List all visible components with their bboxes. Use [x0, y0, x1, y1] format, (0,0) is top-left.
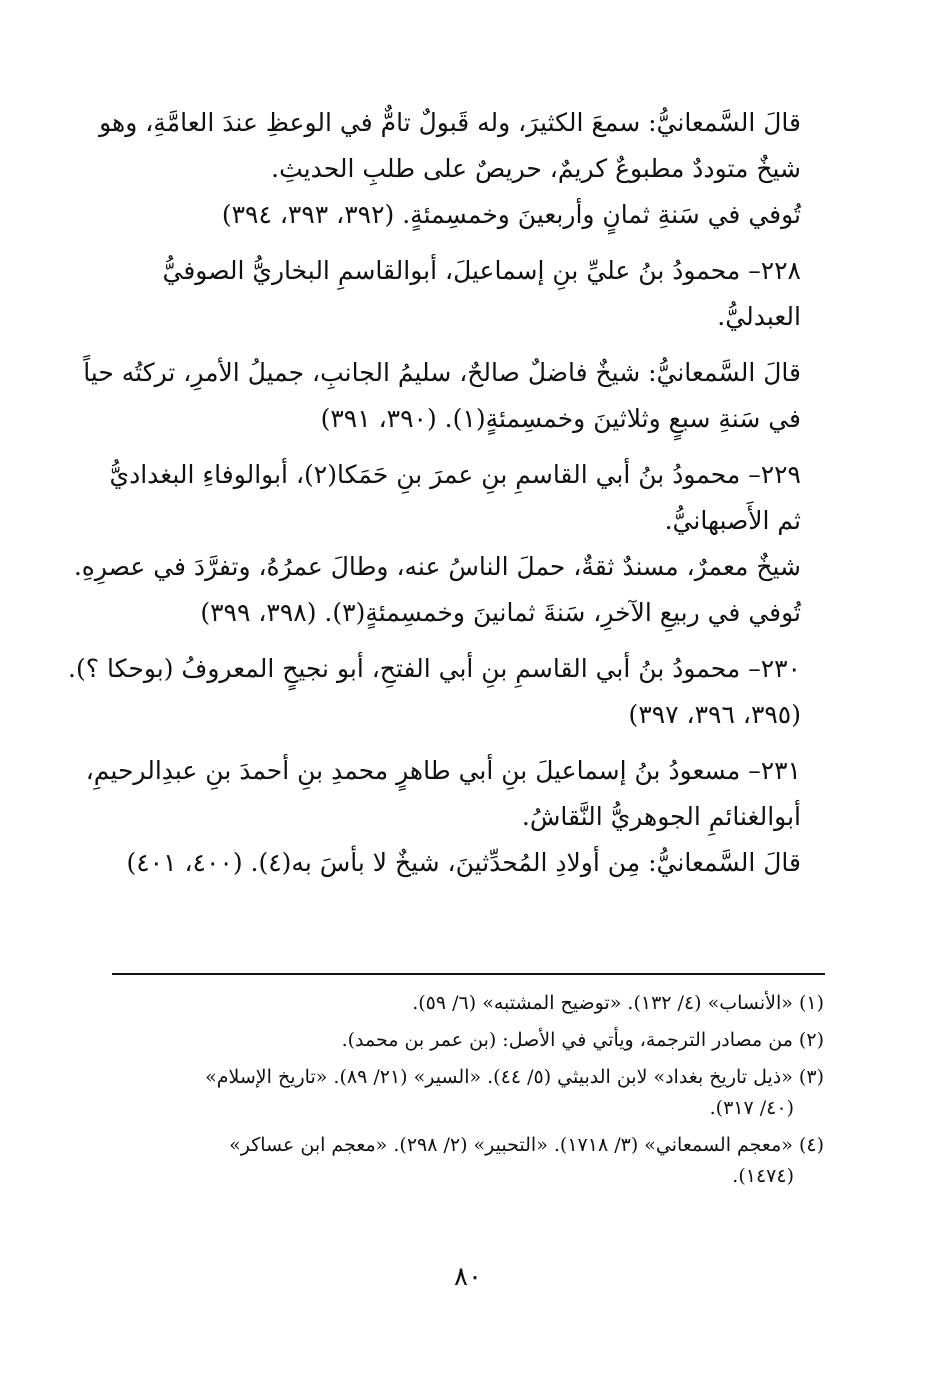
- text-line: (٣٩٥، ٣٩٦، ٣٩٧): [628, 700, 801, 729]
- page-number: ٨٠: [454, 1262, 482, 1292]
- text-line: تُوفي في ربيعِ الآخرِ، سَنةَ ثمانينَ وخمسِمئةٍ(٣). (٣٩٨، ٣٩٩): [200, 598, 801, 627]
- footnote-line: (٤٠/ ٣١٧).: [709, 1097, 794, 1119]
- text-line: ٢٢٩– محمودُ بنُ أبي القاسمِ بنِ عمرَ بنِ حَمَكا(٢)، أبوالوفاءِ البغداديُّ: [109, 460, 801, 489]
- text-line: ٢٣١– مسعودُ بنُ إسماعيلَ بنِ أبي طاهرٍ محمدِ بنِ أحمدَ بنِ عبدِالرحيمِ،: [85, 756, 801, 785]
- text-line: ٢٢٨– محمودُ بنُ عليِّ بنِ إسماعيلَ، أبوالقاسمِ البخاريُّ الصوفيُّ: [162, 256, 801, 285]
- text-line: ثم الأَصبهانيُّ.: [664, 506, 801, 535]
- entry-heading: [85, 748, 823, 840]
- paragraph: [108, 192, 823, 238]
- text-line: تُوفي في سَنةِ ثمانٍ وأربعينَ وخمسِمئةٍ. (٣٩٢، ٣٩٣، ٣٩٤): [221, 200, 801, 229]
- footnote: [112, 988, 824, 1019]
- text-line: ٢٣٠– محمودُ بنُ أبي القاسمِ بنِ أبي الفتحِ، أبو نجيحٍ المعروفُ (بوحكا ؟).: [68, 654, 801, 683]
- paragraph: [99, 100, 823, 192]
- text-line: العبدليُّ.: [717, 302, 801, 331]
- footnote-line: (١) «الأنساب» (٤/ ١٣٢). «توضيح المشتبه» (٦/ ٥٩).: [412, 992, 824, 1014]
- main-text: [68, 100, 823, 886]
- footnote: [112, 1025, 824, 1056]
- text-line: في سَنةِ سبعٍ وثلاثينَ وخمسِمئةٍ(١). (٣٩٠، ٣٩١): [320, 404, 801, 433]
- footnote: [112, 1130, 824, 1192]
- paragraph: [108, 590, 823, 636]
- footnote-separator: [112, 973, 825, 975]
- footnote-line: (٣) «ذيل تاريخ بغداد» لابن الدبيثي (٥/ ٤٤). «السير» (٢١/ ٨٩). «تاريخ الإسلام»: [205, 1066, 824, 1088]
- footnote: [112, 1062, 824, 1124]
- entry-heading: [68, 646, 823, 738]
- text-line: قالَ السَّمعانيُّ: مِن أولادِ المُحدِّثينَ، شيخٌ لا بأسَ به(٤). (٤٠٠، ٤٠١): [126, 848, 801, 877]
- footnote-line: (٤) «معجم السمعاني» (٣/ ١٧١٨). «التحبير» (٢/ ٢٩٨). «معجم ابن عساكر»: [229, 1134, 824, 1156]
- paragraph: [73, 544, 823, 590]
- text-line: قالَ السَّمعانيُّ: شيخٌ فاضلٌ صالحٌ، سليمُ الجانبِ، جميلُ الأمرِ، تركتُه حياً: [83, 358, 801, 387]
- text-line: قالَ السَّمعانيُّ: سمعَ الكثيرَ، وله قَبولٌ تامٌّ في الوعظِ عندَ العامَّةِ، وهو: [99, 108, 801, 137]
- entry-heading: [108, 248, 823, 340]
- entry-heading: [108, 452, 823, 544]
- text-line: شيخٌ متوددٌ مطبوعٌ كريمٌ، حريصٌ على طلبِ الحديثِ.: [271, 154, 801, 183]
- text-line: أبوالغنائمِ الجوهريُّ النَّقاشُ.: [521, 802, 801, 831]
- footnote-line: (٢) من مصادر الترجمة، ويأتي في الأصل: (بن عمر بن محمد).: [341, 1029, 824, 1051]
- paragraph: [108, 840, 823, 886]
- text-line: شيخٌ معمرٌ، مسندٌ ثقةٌ، حملَ الناسُ عنه، وطالَ عمرُهُ، وتفرَّدَ في عصرِهِ.: [73, 552, 801, 581]
- paragraph: [83, 350, 823, 442]
- footnote-line: (١٤٧٤).: [732, 1165, 794, 1187]
- footnotes: [112, 988, 824, 1198]
